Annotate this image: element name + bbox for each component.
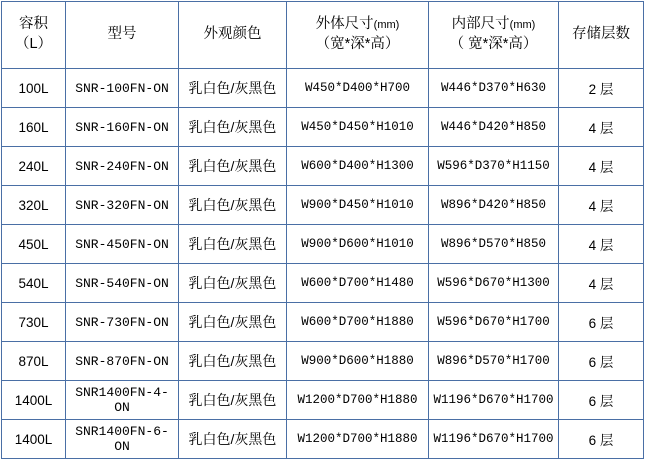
- cell-layers: 4 层: [559, 147, 644, 186]
- cell-layers: 6 层: [559, 342, 644, 381]
- table-row: [2, 303, 644, 342]
- header-color-main: 外观颜色: [203, 26, 262, 43]
- table-row: [2, 108, 644, 147]
- cell-outer-dimensions: W900*D600*H1880: [287, 342, 429, 381]
- cell-color: 乳白色/灰黑色: [179, 69, 287, 108]
- header-capacity-main: 容积: [19, 16, 48, 33]
- cell-capacity: 540L: [2, 264, 66, 303]
- header-row: [2, 2, 644, 69]
- cell-color: 乳白色/灰黑色: [179, 303, 287, 342]
- column-header-outer-dimensions: [287, 2, 429, 69]
- table-row: [2, 342, 644, 381]
- cell-capacity: 1400L: [2, 420, 66, 459]
- table-row: [2, 147, 644, 186]
- header-capacity-unit: （L）: [14, 36, 53, 52]
- cell-capacity: 870L: [2, 342, 66, 381]
- cell-model: SNR1400FN-4-ON: [66, 381, 179, 420]
- cell-inner-dimensions: W596*D670*H1300: [429, 264, 559, 303]
- header-outer-unit: (mm): [373, 19, 400, 32]
- cell-model: SNR-450FN-ON: [66, 225, 179, 264]
- cell-outer-dimensions: W600*D700*H1880: [287, 303, 429, 342]
- cell-layers: 4 层: [559, 186, 644, 225]
- table-header: [2, 2, 644, 69]
- cell-color: 乳白色/灰黑色: [179, 186, 287, 225]
- table-body: [2, 69, 644, 459]
- cell-model: SNR-320FN-ON: [66, 186, 179, 225]
- cell-inner-dimensions: W896*D420*H850: [429, 186, 559, 225]
- cell-outer-dimensions: W600*D400*H1300: [287, 147, 429, 186]
- cell-outer-dimensions: W900*D600*H1010: [287, 225, 429, 264]
- cell-color: 乳白色/灰黑色: [179, 342, 287, 381]
- cell-capacity: 100L: [2, 69, 66, 108]
- cell-inner-dimensions: W446*D420*H850: [429, 108, 559, 147]
- cell-capacity: 1400L: [2, 381, 66, 420]
- cell-outer-dimensions: W600*D700*H1480: [287, 264, 429, 303]
- cell-model: SNR-540FN-ON: [66, 264, 179, 303]
- cell-inner-dimensions: W1196*D670*H1700: [429, 381, 559, 420]
- cell-color: 乳白色/灰黑色: [179, 381, 287, 420]
- header-outer-line2: （宽*深*高）: [315, 36, 400, 52]
- cell-layers: 6 层: [559, 420, 644, 459]
- cell-model: SNR-240FN-ON: [66, 147, 179, 186]
- cell-model: SNR-870FN-ON: [66, 342, 179, 381]
- cell-inner-dimensions: W446*D370*H630: [429, 69, 559, 108]
- header-inner-main: 内部尺寸: [451, 16, 510, 33]
- specification-table: [1, 1, 644, 459]
- cell-layers: 4 层: [559, 225, 644, 264]
- header-outer-main: 外体尺寸: [315, 16, 374, 33]
- cell-layers: 6 层: [559, 381, 644, 420]
- cell-capacity: 320L: [2, 186, 66, 225]
- cell-layers: 4 层: [559, 264, 644, 303]
- table-row: [2, 420, 644, 459]
- cell-capacity: 730L: [2, 303, 66, 342]
- cell-capacity: 160L: [2, 108, 66, 147]
- cell-outer-dimensions: W1200*D700*H1880: [287, 381, 429, 420]
- column-header-capacity: [2, 2, 66, 69]
- column-header-layers: [559, 2, 644, 69]
- cell-outer-dimensions: W1200*D700*H1880: [287, 420, 429, 459]
- header-inner-line2: （ 宽*深*高）: [449, 36, 538, 52]
- cell-model: SNR1400FN-6-ON: [66, 420, 179, 459]
- table-row: [2, 225, 644, 264]
- cell-color: 乳白色/灰黑色: [179, 147, 287, 186]
- cell-model: SNR-100FN-ON: [66, 69, 179, 108]
- cell-outer-dimensions: W900*D450*H1010: [287, 186, 429, 225]
- cell-color: 乳白色/灰黑色: [179, 225, 287, 264]
- table-row: [2, 186, 644, 225]
- cell-inner-dimensions: W596*D670*H1700: [429, 303, 559, 342]
- cell-color: 乳白色/灰黑色: [179, 420, 287, 459]
- cell-color: 乳白色/灰黑色: [179, 108, 287, 147]
- cell-inner-dimensions: W596*D370*H1150: [429, 147, 559, 186]
- column-header-inner-dimensions: [429, 2, 559, 69]
- cell-outer-dimensions: W450*D450*H1010: [287, 108, 429, 147]
- cell-model: SNR-730FN-ON: [66, 303, 179, 342]
- table-row: [2, 69, 644, 108]
- cell-outer-dimensions: W450*D400*H700: [287, 69, 429, 108]
- column-header-model: [66, 2, 179, 69]
- cell-layers: 4 层: [559, 108, 644, 147]
- cell-capacity: 240L: [2, 147, 66, 186]
- header-model-main: 型号: [107, 26, 137, 43]
- cell-inner-dimensions: W1196*D670*H1700: [429, 420, 559, 459]
- cell-layers: 2 层: [559, 69, 644, 108]
- column-header-color: [179, 2, 287, 69]
- header-inner-unit: (mm): [509, 19, 536, 32]
- table-row: [2, 264, 644, 303]
- cell-model: SNR-160FN-ON: [66, 108, 179, 147]
- cell-inner-dimensions: W896*D570*H1700: [429, 342, 559, 381]
- cell-capacity: 450L: [2, 225, 66, 264]
- cell-inner-dimensions: W896*D570*H850: [429, 225, 559, 264]
- cell-color: 乳白色/灰黑色: [179, 264, 287, 303]
- header-layers-main: 存储层数: [572, 26, 630, 43]
- table-row: [2, 381, 644, 420]
- cell-layers: 6 层: [559, 303, 644, 342]
